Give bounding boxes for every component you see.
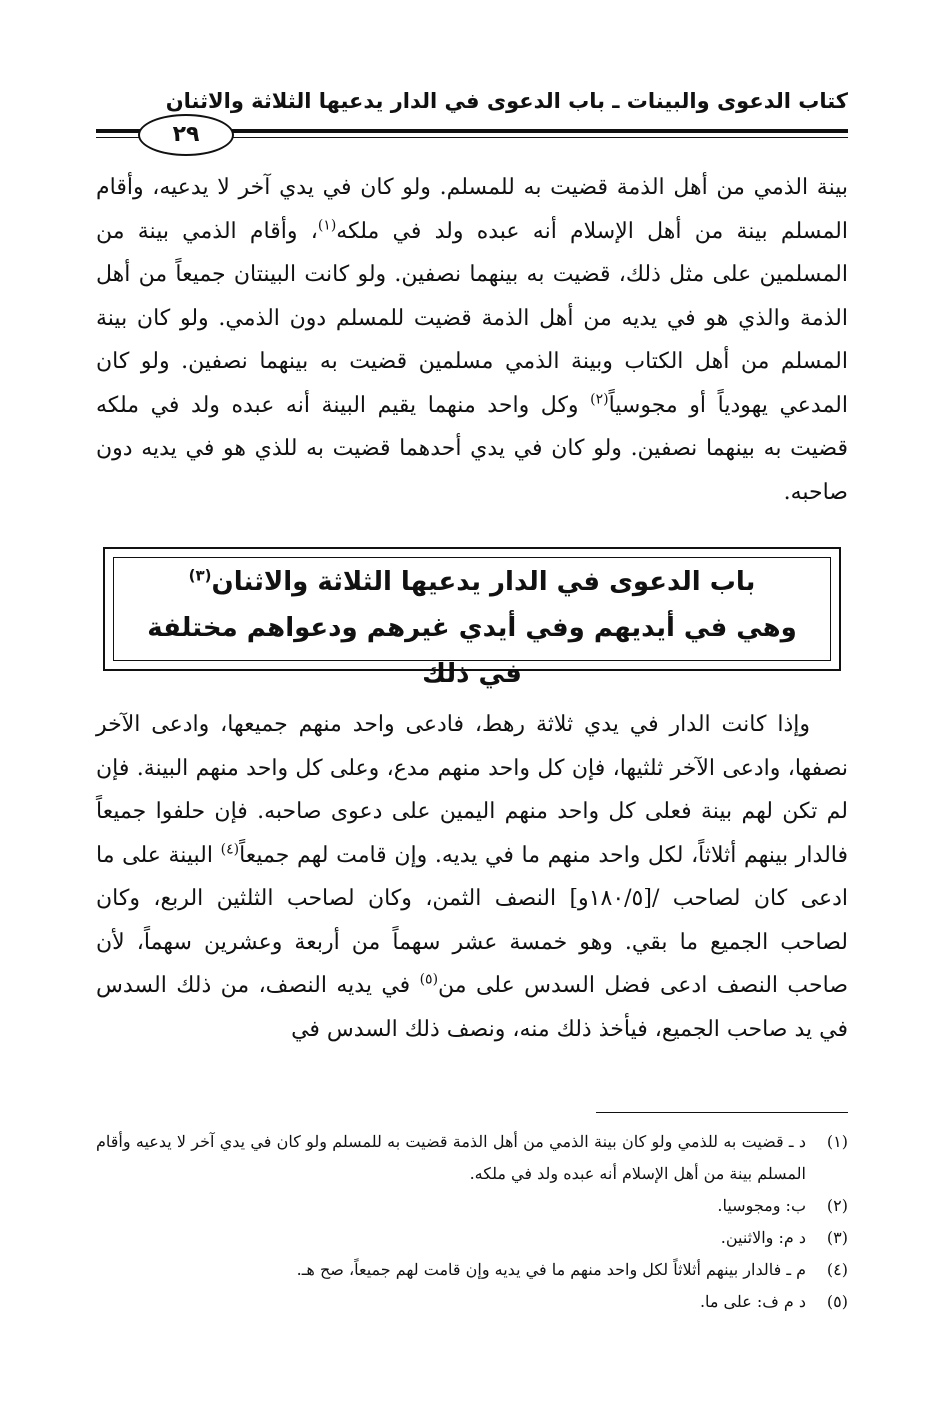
chapter-subtitle: وهي في أيديهم وفي أيدي غيرهم ودعواهم مختلفة في ذلك	[147, 613, 797, 689]
footnote-text: م ـ فالدار بينهم أثلاثاً لكل واحد منهم ما في يديه وإن قامت لهم جميعاً، صح هـ.	[296, 1260, 806, 1279]
chapter-title-line-1	[125, 559, 819, 605]
paragraph-text: ، وأقام الذمي بينة من المسلمين على مثل ذلك، قضيت به بينهما نصفين. ولو كانت البينتان جميعاً من أهل الذمة والذي هو في يديه من أهل الذمة قضيت للمسلم دون الذمي. ولو كان بينة المسلم من أهل الكتاب وبينة الذمي مسلمين قضيت به بينهما نصفين. ولو كان المدعي يهودياً أو مجوسياً	[96, 218, 849, 418]
footnote-4	[96, 1254, 848, 1286]
paragraph-text: وكل واحد منهما يقيم البينة أنه عبده ولد في ملكه قضيت به بينهما نصفين. ولو كان في يدي أحدهما قضيت به للذي هو في يديه دون صاحبه.	[96, 392, 848, 505]
paragraph-text: وإذا كانت الدار في يدي ثلاثة رهط، فادعى واحد منهم جميعها، وادعى الآخر نصفها، وادعى الآخر ثلثيها، فإن كل واحد منهم مدع، وعلى كل واحد منهم البينة. فإن لم تكن لهم بينة فعلى كل واحد منهم اليمين على دعوى صاحبه. فإن حلفوا جميعاً فالدار بينهم أثلاثاً، لكل واحد منهم ما في يديه. وإن قامت لهم جميعاً	[96, 712, 848, 868]
chapter-title-text: باب الدعوى في الدار يدعيها الثلاثة والاثنان	[211, 567, 756, 597]
paragraph-text: بينة الذمي من أهل الذمة قضيت به للمسلم. ولو كان في يدي آخر لا يدعيه، وأقام المسلم بينة من أهل الإسلام أنه عبده ولد في ملكه	[96, 175, 848, 244]
footnote-ref-2: (٢)	[590, 391, 609, 408]
footnote-2	[96, 1190, 848, 1222]
footnotes	[96, 1126, 848, 1318]
body-paragraph-2	[96, 703, 848, 1051]
chapter-heading-frame	[103, 547, 841, 689]
footnote-1	[96, 1126, 848, 1190]
footnote-ref-3: (٣)	[188, 566, 212, 585]
running-header: كتاب الدعوى والبينات ـ باب الدعوى في الدار يدعيها الثلاثة والاثنان	[165, 89, 848, 113]
footnote-number: (٥)	[826, 1292, 848, 1311]
footnote-number: (١)	[826, 1132, 848, 1151]
footnote-text: ب: ومجوسيا.	[717, 1196, 806, 1215]
footnote-number: (٣)	[826, 1228, 848, 1247]
chapter-title	[125, 559, 819, 697]
footnote-3	[96, 1222, 848, 1254]
page-number: ٢٩	[138, 114, 234, 156]
footnote-ref-5: (٥)	[419, 971, 439, 988]
body-paragraph-1	[96, 166, 848, 514]
footnote-number: (٢)	[826, 1196, 848, 1215]
footnote-ref-1: (١)	[317, 217, 337, 234]
footnote-ref-4: (٤)	[220, 841, 240, 858]
footnote-5	[96, 1286, 848, 1318]
footnote-text: د ـ قضيت به للذمي ولو كان بينة الذمي من أهل الذمة قضيت به للمسلم ولو كان في يدي آخر لا يدعيه وأقام المسلم بينة من أهل الإسلام أنه عبده ولد في ملكه.	[96, 1132, 806, 1183]
paragraph-text: في يديه النصف، من ذلك السدس في يد صاحب الجميع، فيأخذ ذلك منه، ونصف ذلك السدس في	[96, 973, 848, 1042]
footnote-separator	[596, 1112, 848, 1113]
footnote-text: د م ف: على ما.	[699, 1292, 806, 1311]
footnote-text: د م: والاثنين.	[720, 1228, 806, 1247]
footnote-number: (٤)	[826, 1260, 848, 1279]
paragraph-text: البينة على ما ادعى كان لصاحب /[١٨٠/٥و] النصف الثمن، وكان لصاحب الثلثين الربع، وكان لصاحب الجميع ما بقي. وهو خمسة عشر سهماً من أربعة وعشرين سهماً، لأن صاحب النصف ادعى فضل السدس على من	[96, 842, 849, 998]
